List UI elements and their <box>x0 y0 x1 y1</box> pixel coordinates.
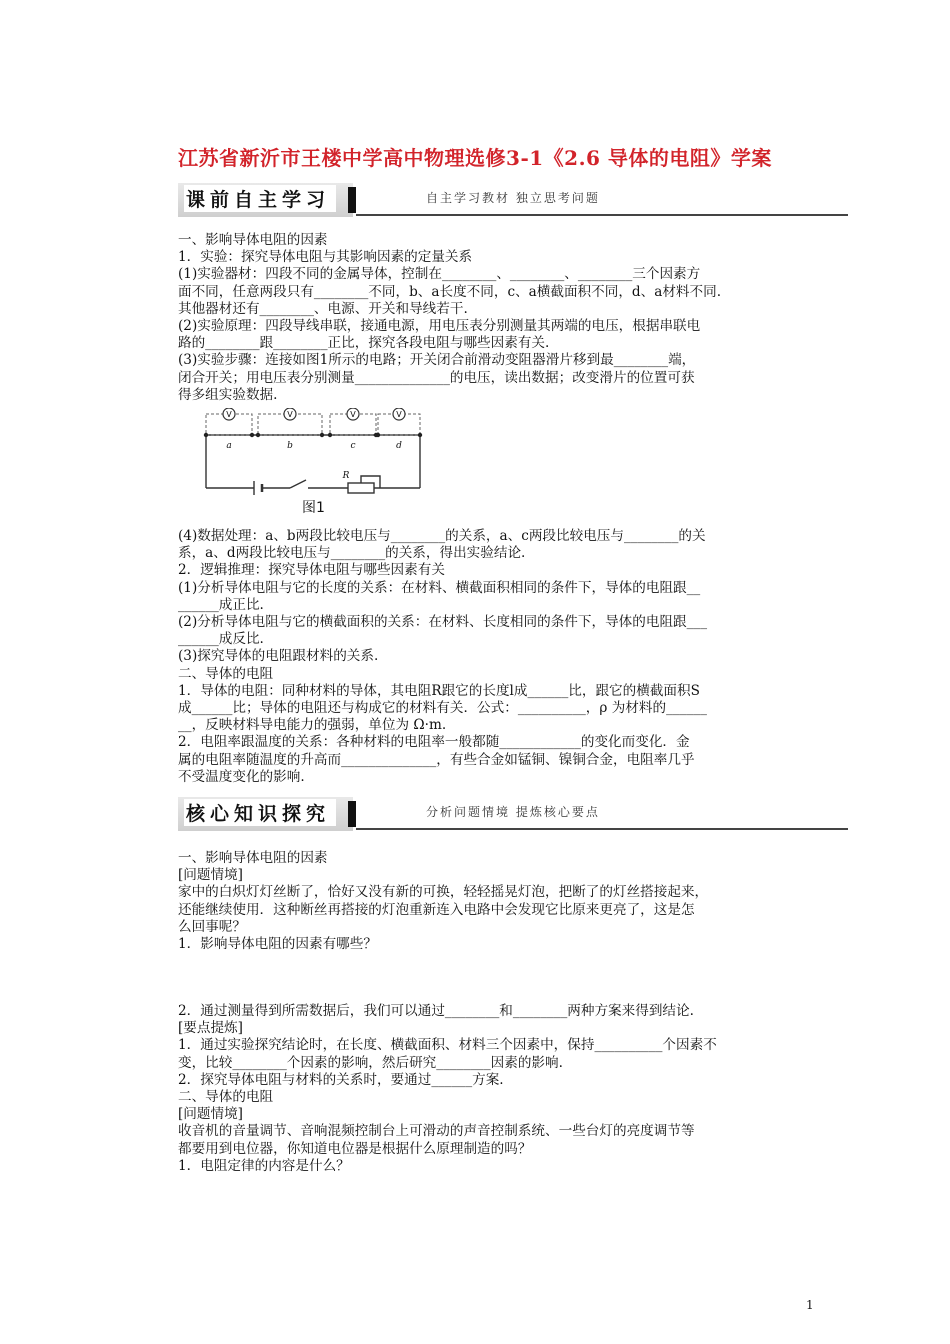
text-line: 面不同，任意两段只有________不同，b、a长度不同，c、a横截面积不同，d、a材料不同. <box>178 283 722 300</box>
text-line: 成______比；导体的电阻还与构成它的材料有关．公式：__________，ρ 为材料的______ <box>178 700 707 717</box>
header-bar <box>348 187 356 213</box>
text-line: (4)数据处理：a、b两段比较电压与________的关系，a、c两段比较电压与________的关 <box>178 528 706 544</box>
text-line: [问题情境] <box>178 1106 243 1123</box>
text-line: 1．实验：探究导体电阻与其影响因素的定量关系 <box>178 249 473 266</box>
section-header-core <box>178 797 848 833</box>
voltmeter-label: V <box>350 410 356 419</box>
preview-text-block <box>178 232 810 404</box>
voltmeter-label: V <box>226 410 232 419</box>
text-line: 2．逻辑推理：探究导体电阻与哪些因素有关 <box>178 562 445 579</box>
text-line: (1)实验器材：四段不同的金属导体，控制在________、________、________三个因素方 <box>178 266 701 283</box>
text-line: 属的电阻率随温度的升高而______________，有些合金如锰铜、镍铜合金，电阻率几乎 <box>178 751 695 768</box>
text-line: (2)实验原理：四段导线串联，接通电源，用电压表分别测量其两端的电压，根据串联电 <box>178 318 701 335</box>
text-line: [问题情境] <box>178 867 243 884</box>
core-text-block-2 <box>178 1003 810 1175</box>
segment-label: d <box>396 441 402 451</box>
text-line: 1．导体的电阻：同种材料的导体，其电阻R跟它的长度l成______比，跟它的横截面积S <box>178 682 700 699</box>
preview-text-block-2 <box>178 528 810 786</box>
text-line: 一、影响导体电阻的因素 <box>178 850 328 866</box>
section-label: 课前自主学习 <box>184 185 336 212</box>
text-line: (1)分析导体电阻与它的长度的关系：在材料、横截面积相同的条件下，导体的电阻跟__ <box>178 579 701 596</box>
text-line: 么回事呢？ <box>178 918 246 935</box>
text-line: [要点提炼] <box>178 1020 243 1037</box>
rheostat <box>348 483 374 493</box>
switch <box>290 480 306 488</box>
document-title: 江苏省新沂市王楼中学高中物理选修3-1《2.6 导体的电阻》学案 <box>178 146 772 170</box>
segment-label: b <box>287 441 293 451</box>
text-line: 收音机的音量调节、音响混频控制台上可滑动的声音控制系统、一些台灯的亮度调节等 <box>178 1123 695 1140</box>
text-line: 二、导体的电阻 <box>178 665 274 682</box>
voltmeter-label: V <box>396 410 402 419</box>
resistor-label: R <box>342 471 350 481</box>
text-line: 还能继续使用．这种断丝再搭接的灯泡重新连入电路中会发现它比原来更亮了，这是怎 <box>178 901 695 918</box>
text-line: (3)实验步骤：连接如图1所示的电路；开关闭合前滑动变阻器滑片移到最________端， <box>178 352 696 369</box>
header-bar <box>348 801 356 827</box>
segment-label: c <box>350 441 356 451</box>
segment-label: a <box>226 441 232 451</box>
text-line: ______成反比. <box>178 631 264 648</box>
figure-caption: 图1 <box>302 500 325 516</box>
voltmeter-label: V <box>287 410 293 419</box>
text-line: 2．通过测量得到所需数据后，我们可以通过________和________两种方案来得到结论. <box>178 1003 694 1019</box>
text-line: 1．电阻定律的内容是什么？ <box>178 1157 350 1174</box>
text-line: 闭合开关；用电压表分别测量______________的电压，读出数据；改变滑片的位置可获 <box>178 369 695 386</box>
text-line: (3)探究导体的电阻跟材料的关系. <box>178 648 379 665</box>
text-line: 得多组实验数据. <box>178 386 278 403</box>
core-text-block <box>178 850 810 953</box>
text-line: 一、影响导体电阻的因素 <box>178 232 328 248</box>
text-line: (2)分析导体电阻与它的横截面积的关系：在材料、长度相同的条件下，导体的电阻跟___ <box>178 614 708 631</box>
text-line: 不受温度变化的影响. <box>178 768 305 785</box>
text-line: __，反映材料导电能力的强弱，单位为 Ω·m. <box>178 717 447 734</box>
text-line: 家中的白炽灯灯丝断了，恰好又没有新的可换，轻轻摇晃灯泡，把断了的灯丝搭接起来， <box>178 884 709 901</box>
text-line: 二、导体的电阻 <box>178 1089 274 1106</box>
text-line: 2．电阻率跟温度的关系：各种材料的电阻率一般都随____________的变化而变化．金 <box>178 734 690 751</box>
header-rule <box>356 828 848 830</box>
text-line: ______成正比. <box>178 596 264 613</box>
text-line: 变，比较________个因素的影响，然后研究________因素的影响. <box>178 1054 563 1071</box>
page-number: 1 <box>806 1298 814 1312</box>
text-line: 路的________跟________正比，探究各段电阻与哪些因素有关. <box>178 335 550 352</box>
section-header-preview <box>178 183 848 219</box>
header-rule <box>356 214 848 216</box>
section-label: 核心知识探究 <box>184 799 336 826</box>
text-line: 其他器材还有________、电源、开关和导线若干. <box>178 300 468 317</box>
text-line: 2．探究导体电阻与材料的关系时，要通过______方案. <box>178 1071 504 1088</box>
text-line: 1．通过实验探究结论时，在长度、横截面积、材料三个因素中，保持__________个因素不 <box>178 1037 717 1054</box>
text-line: 1．影响导体电阻的因素有哪些？ <box>178 936 377 953</box>
section-subtitle: 分析问题情境 提炼核心要点 <box>426 805 600 819</box>
section-subtitle: 自主学习教材 独立思考问题 <box>426 191 600 205</box>
text-line: 系，a、d两段比较电压与________的关系，得出实验结论. <box>178 545 526 562</box>
text-line: 都要用到电位器，你知道电位器是根据什么原理制造的吗？ <box>178 1140 532 1157</box>
